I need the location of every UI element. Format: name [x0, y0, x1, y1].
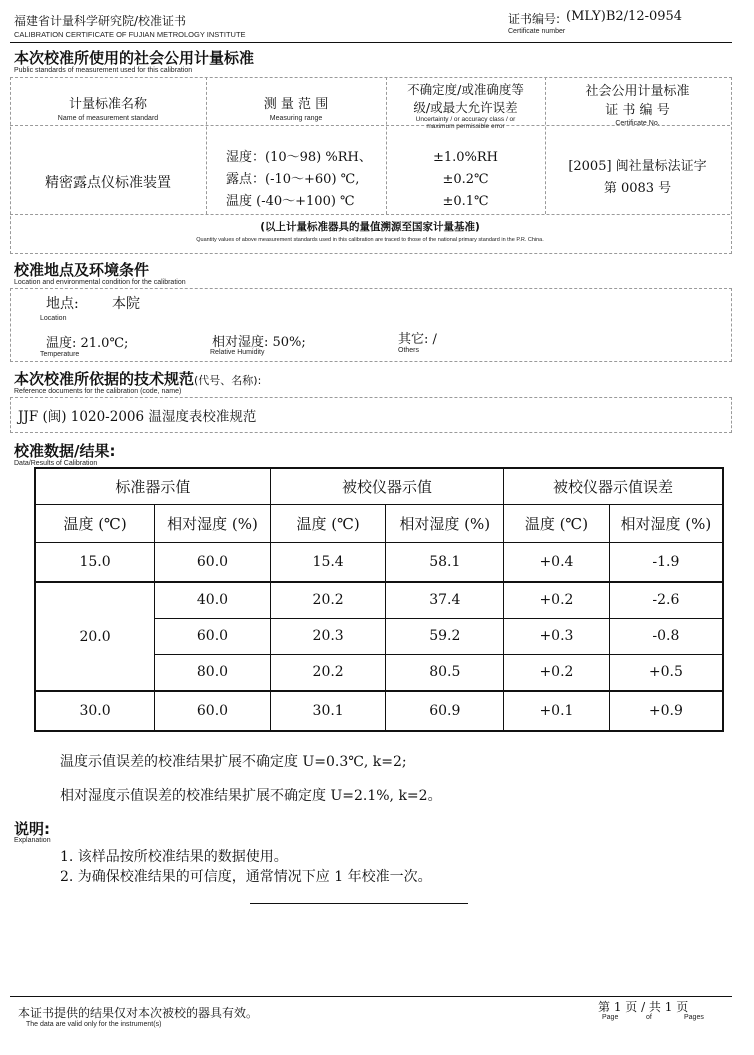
sub-header-std-temp: 温度 (℃) [35, 504, 155, 542]
reference-document: JJF (闽) 1020-2006 温湿度表校准规范 [18, 409, 257, 425]
err-temp-cell: +0.3 [504, 618, 610, 654]
certificate-number-en: Certificate number [508, 28, 566, 35]
table-row [35, 691, 723, 731]
location-label-en: Location [40, 315, 67, 322]
traceability-note: (以上计量标准器具的量值溯源至国家计量基准) [260, 221, 480, 233]
certificate-number-label: 证书编号: [508, 12, 561, 26]
col-uncertainty-2: 级/或最大允许误差 [413, 100, 518, 115]
dut-hum-cell: 80.5 [386, 654, 504, 691]
dut-temp-cell: 20.3 [270, 618, 386, 654]
dut-hum-cell: 58.1 [386, 542, 504, 582]
page-en-label: Page [602, 1014, 619, 1021]
std-temp-cell: 30.0 [35, 691, 155, 731]
location-label: 地点: [46, 296, 79, 312]
sub-header-dut-temp: 温度 (℃) [270, 504, 386, 542]
temperature-uncertainty-note: 温度示值误差的校准结果扩展不确定度 U=0.3℃, k=2; [60, 754, 407, 770]
other-condition: 其它: / [398, 332, 437, 347]
results-title-en: Data/Results of Calibration [14, 460, 98, 467]
col-measuring-range-en: Measuring range [269, 115, 323, 122]
dut-hum-cell: 60.9 [386, 691, 504, 731]
results-title: 校准数据/结果: [14, 442, 116, 460]
reference-title [14, 368, 261, 389]
explanation-item-2: 2. 为确保校准结果的可信度，通常情况下应 1 年校准一次。 [60, 869, 432, 885]
col-standard-name: 计量标准名称 [68, 97, 147, 112]
reference-title-text: 本次校准所依据的技术规范 [14, 370, 195, 388]
err-hum-cell: +0.5 [609, 654, 723, 691]
explanation-title-en: Explanation [14, 837, 51, 844]
standard-cert-no-2: 第 0083 号 [603, 181, 672, 196]
dut-hum-cell: 59.2 [386, 618, 504, 654]
col-cert-no-1: 社会公用计量标准 [585, 84, 690, 99]
institute-name: 福建省计量科学研究院/校准证书 [14, 14, 187, 28]
group-header-instrument: 被校仪器示值 [270, 468, 503, 504]
std-hum-cell: 80.0 [155, 654, 271, 691]
err-temp-cell: +0.4 [504, 542, 610, 582]
std-temp-cell: 15.0 [35, 542, 155, 582]
validity-statement: 本证书提供的结果仅对本次被校的器具有效。 [18, 1006, 259, 1020]
dut-temp-cell: 30.1 [270, 691, 386, 731]
reference-title-suffix: (代号、名称): [194, 374, 262, 387]
dut-temp-cell: 20.2 [270, 582, 386, 618]
group-header-standard: 标准器示值 [35, 468, 270, 504]
dut-temp-cell: 15.4 [270, 542, 386, 582]
sub-header-dut-hum: 相对湿度 (%) [386, 504, 504, 542]
location-value: 本院 [112, 296, 140, 312]
uncertainty-humidity: ±1.0%RH [432, 150, 499, 165]
sub-header-std-hum: 相对湿度 (%) [155, 504, 271, 542]
std-hum-cell: 60.0 [155, 618, 271, 654]
col-cert-no-2: 证 书 编 号 [605, 103, 670, 118]
std-hum-cell: 60.0 [155, 542, 271, 582]
err-hum-cell: +0.9 [609, 691, 723, 731]
humidity-uncertainty-note: 相对湿度示值误差的校准结果扩展不确定度 U=2.1%, k=2。 [60, 788, 442, 804]
humidity-condition-en: Relative Humidity [210, 349, 265, 356]
err-temp-cell: +0.2 [504, 582, 610, 618]
institute-name-en: CALIBRATION CERTIFICATE OF FUJIAN METROLOGY INSTITUTE [14, 30, 246, 39]
col-cert-no-en: Certificate No. [615, 120, 660, 127]
standard-name: 精密露点仪标准装置 [45, 175, 171, 191]
explanation-title: 说明: [14, 820, 50, 838]
col-measuring-range: 测 量 范 围 [263, 97, 329, 112]
sub-header-err-hum: 相对湿度 (%) [609, 504, 723, 542]
temperature-condition: 温度: 21.0℃; [46, 336, 129, 351]
std-hum-cell: 60.0 [155, 691, 271, 731]
std-temp-cell: 20.0 [35, 582, 155, 691]
col-uncertainty-1: 不确定度/或准确度等 [407, 82, 524, 97]
header-rule [10, 42, 732, 43]
explanation-item-1: 1. 该样品按所校准结果的数据使用。 [60, 849, 288, 865]
err-temp-cell: +0.1 [504, 691, 610, 731]
err-hum-cell: -1.9 [609, 542, 723, 582]
uncertainty-dewpoint: ±0.2℃ [442, 172, 489, 187]
err-hum-cell: -2.6 [609, 582, 723, 618]
table-row [35, 582, 723, 618]
location-title-en: Location and environmental condition for the calibration [14, 279, 186, 286]
table-row [35, 542, 723, 582]
col-standard-name-en: Name of measurement standard [57, 115, 159, 122]
standards-title: 本次校准所使用的社会公用计量标准 [14, 49, 255, 67]
err-temp-cell: +0.2 [504, 654, 610, 691]
range-dewpoint: 露点：(-10～+60) ℃, [226, 172, 360, 187]
end-rule [250, 903, 468, 904]
standards-title-en: Public standards of measurement used for this calibration [14, 67, 193, 74]
uncertainty-temperature: ±0.1℃ [442, 194, 489, 209]
location-title: 校准地点及环境条件 [14, 261, 150, 279]
validity-statement-en: The data are valid only for the instrument(s) [26, 1021, 162, 1028]
dut-temp-cell: 20.2 [270, 654, 386, 691]
certificate-number: (MLY)B2/12-0954 [566, 9, 683, 24]
standards-row-divider [10, 214, 730, 215]
results-table [34, 467, 724, 732]
err-hum-cell: -0.8 [609, 618, 723, 654]
std-hum-cell: 40.0 [155, 582, 271, 618]
range-humidity: 湿度：(10～98) %RH、 [226, 150, 372, 165]
range-temperature: 温度 (-40～+100) ℃ [226, 194, 355, 209]
group-header-error: 被校仪器示值误差 [504, 468, 723, 504]
page-indicator: 第 1 页 / 共 1 页 [598, 1000, 689, 1014]
traceability-note-en: Quantity values of above measurement standards used in this calibration are traced to those of the national primary standard in the P.R. China. [196, 237, 544, 243]
standard-cert-no-1: [2005] 闽社量标法证字 [568, 159, 707, 174]
other-condition-en: Others [398, 347, 420, 354]
footer-rule [10, 996, 732, 997]
dut-hum-cell: 37.4 [386, 582, 504, 618]
col-uncertainty-en-1: Uncertainty / or accuracy class / or [415, 116, 516, 123]
reference-title-en: Reference documents for the calibration (code, name) [14, 388, 182, 395]
sub-header-err-temp: 温度 (℃) [504, 504, 610, 542]
humidity-condition: 相对湿度: 50%; [212, 335, 306, 350]
temperature-condition-en: Temperature [40, 351, 80, 358]
col-uncertainty-en-2: maximum permissible error [426, 123, 505, 130]
pages-en-label: Pages [684, 1014, 704, 1021]
of-en-label: of [646, 1014, 652, 1021]
